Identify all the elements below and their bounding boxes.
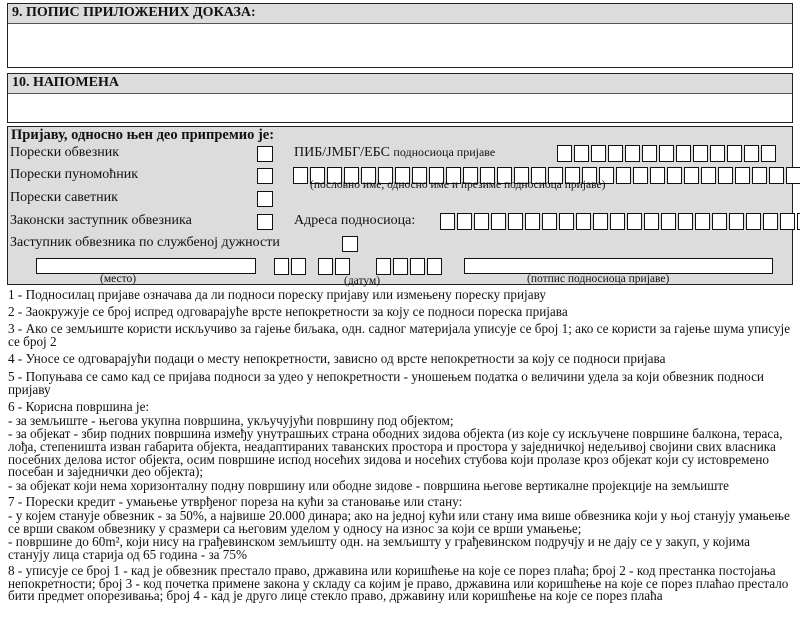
footnote-6: 6 - Корисна површина је: bbox=[8, 399, 150, 415]
label-poreski-punomocnik: Порески пуномоћник bbox=[10, 167, 139, 182]
checkbox-poreski-punomocnik[interactable] bbox=[257, 168, 273, 184]
footnote-6-object: - за објекат - збир подних површина између унутрашњих страна ободних зидова објекта (из које су искључене површине балкона, тераса, лођа, степеништа изван габарита објекта, неадаптираних таванских простора и простора у заједничкој недељивој својини свих власника посебних делова истог објекта, осим површине испод носећих зидова и носећих стубова који пролазе кроз објекат који су истовремено посебан и заједнички део објекта); bbox=[8, 426, 783, 480]
place-input[interactable] bbox=[36, 258, 256, 274]
footnote-7: 7 - Порески кредит - умањење утврђеног пореза на кући за становање или стану: bbox=[8, 494, 463, 510]
label-poreski-savetnik: Порески саветник bbox=[10, 190, 118, 205]
pib-label bbox=[294, 145, 495, 161]
footnote-2: 2 - Заокружује се број испред одговарајуће врсте непокретности за коју се подноси пореска пријава bbox=[8, 303, 568, 319]
date-day-cells[interactable] bbox=[274, 258, 308, 275]
address-label: Адреса подносиоца: bbox=[294, 213, 416, 228]
label-zakonski-zastupnik: Законски заступник обвезника bbox=[10, 213, 192, 228]
section-9-title: 9. ПОПИС ПРИЛОЖЕНИХ ДОКАЗА: bbox=[8, 4, 792, 24]
prepared-by-title: Пријаву, односно њен део припремио је: bbox=[11, 127, 275, 143]
checkbox-poreski-savetnik[interactable] bbox=[257, 191, 273, 207]
footnote-7-elderly: - површине до 60m², који нису на грађевинском земљишту одн. на земљишту у грађевинском подручју и не дају се у закуп, у којима станују лица старија од 65 година - за 75% bbox=[8, 534, 750, 562]
footnote-6-vertical: - за објекат који нема хоризонталну подну површину или ободне зидове - површина његове вертикалне пројекције на земљиште bbox=[8, 477, 729, 493]
checkbox-zastupnik-sluzbeni[interactable] bbox=[342, 236, 358, 252]
place-caption: (место) bbox=[100, 273, 137, 285]
pib-sublabel: подносиоца пријаве bbox=[393, 145, 496, 159]
date-month-cells[interactable] bbox=[318, 258, 352, 275]
section-9-box bbox=[7, 3, 793, 68]
footnote-6-land: - за земљиште - његова укупна површина, укључујући површину под објектом; bbox=[8, 412, 454, 428]
signature-input[interactable] bbox=[464, 258, 773, 274]
pib-label-text: ПИБ/ЈМБГ/ЕБС bbox=[294, 145, 390, 160]
date-year-cells[interactable] bbox=[376, 258, 444, 275]
footnote-5: 5 - Попуњава се само кад се пријава подноси за удео у непокретности - уношењем податка о величини удела за који обвезник подноси пријаву bbox=[8, 368, 764, 397]
address-input-cells[interactable] bbox=[440, 213, 800, 230]
footnote-8: 8 - уписује се број 1 - кад је обвезник престало право, државина или коришћење на које се порез плаћа; број 2 - код престанка постојања непокретности; број 3 - код почетка примене закона у складу са којим је право, државина или коришћење на које се порез плаћао престало бити предмет опорезивања; број 4 - кад је друго лице стекло право, државину или коришћење на које се порез плаћа bbox=[8, 563, 789, 604]
footnote-4: 4 - Уносе се одговарајући подаци о месту непокретности, зависно од врсте непокретности за коју се подноси пријава bbox=[8, 351, 666, 367]
date-caption: (датум) bbox=[344, 275, 381, 287]
footnote-7-resident: - у којем станује обвезник - за 50%, а највише 20.000 динара; ако на једној кући или стану има више обвезника који у њој станују умањење се врши сваком обвезнику у сразмери са његовим уделом у односу на износ за који се врши умањење; bbox=[8, 507, 790, 536]
signature-caption: (потпис подносиоца пријаве) bbox=[527, 273, 670, 285]
pib-input-cells[interactable] bbox=[557, 145, 778, 162]
section-10-box bbox=[7, 73, 793, 123]
section-10-title: 10. НАПОМЕНА bbox=[8, 74, 792, 94]
footnote-1: 1 - Подносилац пријаве означава да ли подноси пореску пријаву или измењену пореску пријаву bbox=[8, 287, 546, 302]
label-poreski-obveznik: Порески обвезник bbox=[10, 145, 120, 160]
label-zastupnik-sluzbeni: Заступник обвезника по службеној дужности bbox=[10, 235, 280, 250]
checkbox-poreski-obveznik[interactable] bbox=[257, 146, 273, 162]
footnote-3: 3 - Ако се земљиште користи искључиво за гајење биљака, одн. садног материјала уписује се број 1; ако се користи за гајење шума уписује се број 2 bbox=[8, 321, 791, 349]
checkbox-zakonski-zastupnik[interactable] bbox=[257, 214, 273, 230]
footnotes bbox=[8, 289, 794, 603]
name-caption: (пословно име, односно име и презиме подносиоца пријаве) bbox=[310, 179, 606, 191]
